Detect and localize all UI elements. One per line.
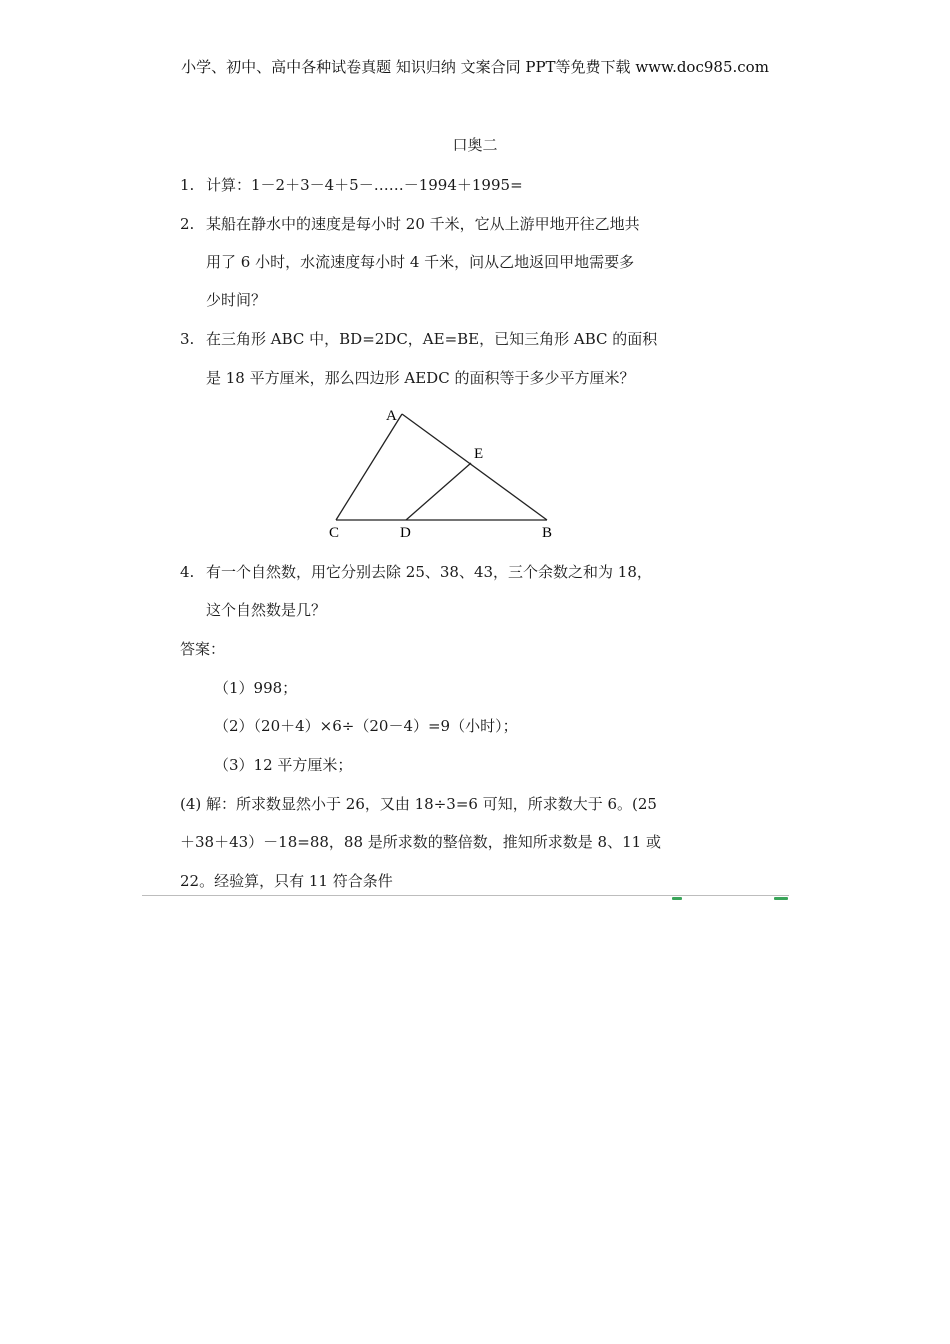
- question-text: 在三角形 ABC 中，BD=2DC，AE=BE，已知三角形 ABC 的面积: [206, 330, 658, 348]
- question-4: [180, 561, 700, 582]
- label-a: A: [386, 408, 397, 424]
- question-4-line-2: 这个自然数是几？: [206, 601, 327, 619]
- answer-4-line-2: ＋38＋43）－18=88，88 是所求数的整倍数，推知所求数是 8、11 或: [180, 833, 661, 851]
- question-1: [180, 174, 700, 195]
- label-c: C: [329, 525, 340, 541]
- page-title: 口奥二: [452, 136, 498, 154]
- question-number: 3.: [180, 330, 195, 348]
- question-3-line-2: 是 18 平方厘米，那么四边形 AEDC 的面积等于多少平方厘米？: [206, 369, 635, 387]
- green-mark: [672, 897, 682, 900]
- label-e: E: [474, 446, 484, 462]
- label-d: D: [400, 525, 411, 541]
- green-mark: [774, 897, 788, 900]
- side-ac: [336, 414, 402, 520]
- segment-de: [406, 463, 471, 520]
- question-number: 1.: [180, 176, 195, 194]
- site-header: 小学、初中、高中各种试卷真题 知识归纳 文案合同 PPT等免费下载 www.doc985.com: [181, 58, 769, 76]
- answer-4-line-1: (4) 解：所求数显然小于 26，又由 18÷3=6 可知，所求数大于 6。(25: [180, 795, 657, 813]
- question-text: 某船在静水中的速度是每小时 20 千米，它从上游甲地开往乙地共: [206, 215, 640, 233]
- question-2-line-2: 用了 6 小时，水流速度每小时 4 千米，问从乙地返回甲地需要多: [206, 253, 635, 271]
- answer-2: （2）（20＋4）×6÷（20－4）=9（小时）；: [214, 717, 518, 735]
- answer-3: （3）12 平方厘米；: [214, 756, 353, 774]
- question-3: [180, 328, 700, 349]
- answers-heading: 答案：: [180, 640, 226, 658]
- question-number: 4.: [180, 563, 195, 581]
- triangle-figure: [318, 400, 568, 545]
- answer-1: （1）998；: [214, 679, 298, 697]
- label-b: B: [542, 525, 553, 541]
- question-2-line-3: 少时间？: [206, 291, 267, 309]
- bottom-rule: [142, 895, 789, 896]
- question-2: [180, 213, 700, 234]
- question-number: 2.: [180, 215, 195, 233]
- answer-4-line-3: 22。经验算，只有 11 符合条件: [180, 872, 393, 890]
- question-text: 计算：1－2＋3－4＋5－……－1994＋1995=: [206, 176, 523, 194]
- question-text: 有一个自然数，用它分别去除 25、38、43，三个余数之和为 18，: [206, 563, 652, 581]
